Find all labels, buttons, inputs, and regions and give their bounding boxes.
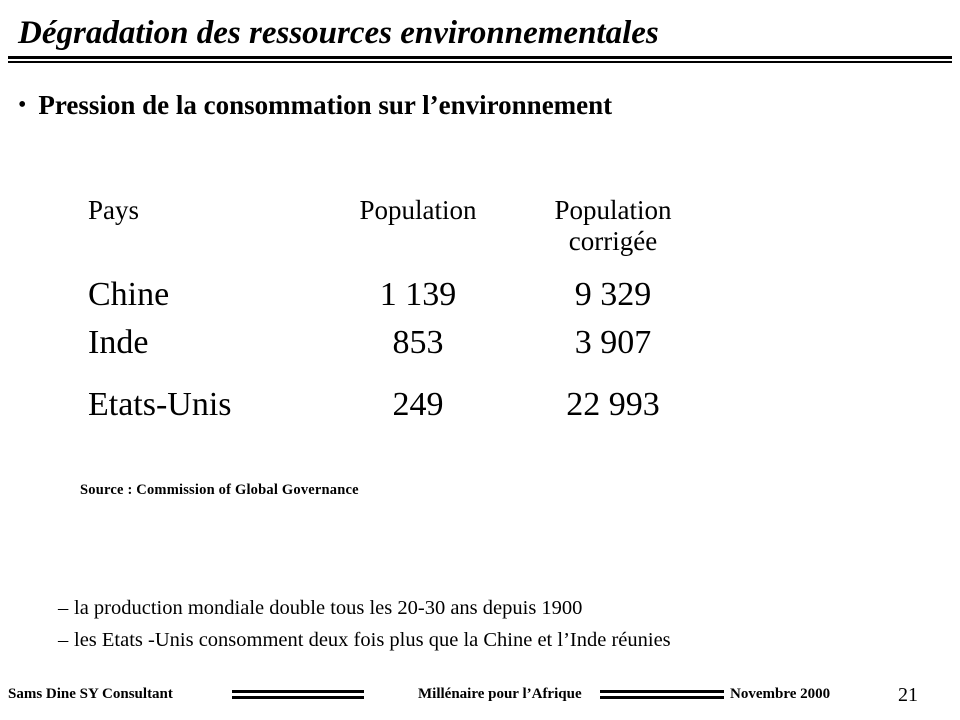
sub-bullet-list [58, 592, 938, 656]
column-header-population-corrigee-line2: corrigée [568, 226, 658, 256]
footer-event: Millénaire pour l’Afrique [418, 686, 582, 702]
population-table [88, 195, 728, 429]
cell-population: 853 [392, 324, 444, 361]
footer-date: Novembre 2000 [730, 686, 831, 702]
table [88, 195, 708, 429]
cell-population-corrigee: 22 993 [566, 386, 660, 423]
footer-author: Sams Dine SY Consultant [8, 686, 173, 702]
cell-population-corrigee: 9 329 [574, 276, 652, 313]
sub-bullet-dash-icon: – [58, 597, 69, 619]
table-spacer-row [88, 367, 708, 381]
sub-bullet-item [58, 592, 938, 624]
column-header-population-corrigee [518, 195, 708, 257]
bullet-dot-icon: • [18, 92, 27, 118]
bullet-item-primary [18, 88, 918, 122]
cell-pays: Etats-Unis [88, 386, 232, 423]
page-number: 21 [898, 684, 918, 706]
footer-rule-right-2 [600, 696, 724, 699]
column-header-population-corrigee-line1: Population [554, 195, 672, 225]
table-row [88, 319, 708, 367]
page-title: Dégradation des ressources environnementales [18, 15, 659, 51]
slide-footer [0, 684, 960, 714]
title-divider [8, 56, 952, 63]
sub-bullet-dash-icon: – [58, 629, 69, 651]
title-divider-line-2 [8, 61, 952, 63]
footer-rule-left-1 [232, 690, 364, 693]
title-divider-line-1 [8, 56, 952, 59]
column-header-pays: Pays [88, 195, 140, 225]
sub-bullet-text: la production mondiale double tous les 20-30 ans depuis 1900 [74, 597, 583, 619]
cell-population-corrigee: 3 907 [574, 324, 652, 361]
cell-pays: Inde [88, 324, 149, 361]
sub-bullet-item [58, 624, 938, 656]
table-header-row [88, 195, 708, 257]
sub-bullet-text: les Etats -Unis consomment deux fois plus que la Chine et l’Inde réunies [74, 629, 671, 651]
cell-pays: Chine [88, 276, 170, 313]
footer-rule-right-1 [600, 690, 724, 693]
table-row [88, 381, 708, 429]
table-row [88, 271, 708, 319]
bullet-text-primary: Pression de la consommation sur l’environnement [38, 90, 613, 120]
footer-rule-left-2 [232, 696, 364, 699]
table-spacer-row [88, 257, 708, 271]
table-source-note: Source : Commission of Global Governance [80, 482, 359, 498]
cell-population: 249 [392, 386, 444, 423]
column-header-population: Population [359, 195, 477, 225]
cell-population: 1 139 [379, 276, 457, 313]
